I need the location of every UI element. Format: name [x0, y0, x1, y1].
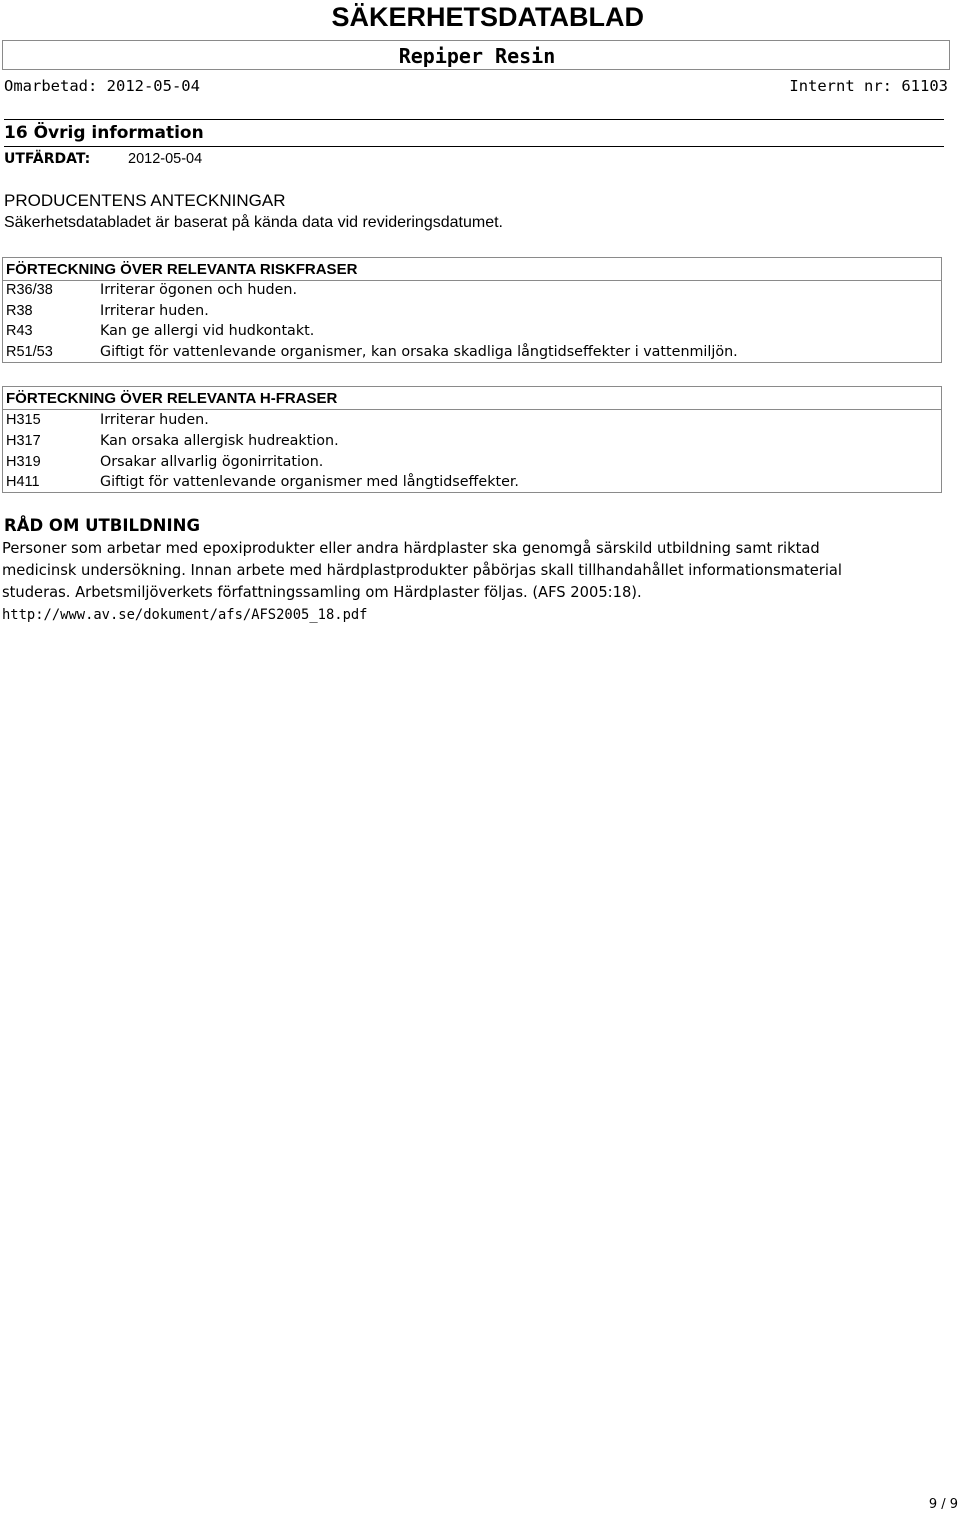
product-name: Repiper Resin: [398, 44, 556, 68]
h-phrase-row: [3, 431, 941, 452]
risk-phrase-text: Giftigt för vattenlevande organismer, kan orsaka skadliga långtidseffekter i vattenmiljön.: [100, 344, 738, 360]
h-phrase-text: Irriterar huden.: [100, 412, 209, 428]
risk-phrase-row: [3, 301, 941, 322]
section-top-rule: [4, 119, 944, 120]
section-bottom-rule: [4, 146, 944, 147]
page-number: 9 / 9: [928, 1497, 958, 1512]
h-phrases-title: FÖRTECKNING ÖVER RELEVANTA H-FRASER: [6, 390, 338, 407]
h-phrase-code: H411: [6, 474, 40, 490]
h-phrase-code: H317: [6, 433, 41, 449]
risk-phrase-row: [3, 280, 941, 301]
product-name-box: [2, 40, 950, 70]
risk-phrases-title: FÖRTECKNING ÖVER RELEVANTA RISKFRASER: [6, 261, 358, 278]
risk-phrase-row: [3, 321, 941, 342]
h-phrase-row: [3, 452, 941, 473]
risk-phrase-row: [3, 342, 941, 363]
section-heading: 16 Övrig information: [4, 123, 204, 143]
h-phrase-text: Kan orsaka allergisk hudreaktion.: [100, 433, 339, 449]
afs-document-link[interactable]: http://www.av.se/dokument/afs/AFS2005_18.pdf: [2, 607, 368, 623]
h-phrases-box: [2, 386, 942, 493]
producer-notes-text: Säkerhetsdatabladet är baserat på kända data vid revideringsdatumet.: [4, 214, 503, 231]
issued-label: UTFÄRDAT:: [4, 151, 91, 167]
revised-date: Omarbetad: 2012-05-04: [4, 77, 200, 95]
risk-phrase-text: Irriterar ögonen och huden.: [100, 282, 298, 298]
training-advice-heading: RÅD OM UTBILDNING: [4, 516, 200, 535]
h-phrase-text: Giftigt för vattenlevande organismer med långtidseffekter.: [100, 474, 519, 490]
risk-phrase-code: R43: [6, 323, 33, 339]
risk-phrase-text: Irriterar huden.: [100, 303, 209, 319]
risk-phrase-code: R51/53: [6, 344, 53, 360]
risk-phrase-text: Kan ge allergi vid hudkontakt.: [100, 323, 315, 339]
document-title: SÄKERHETSDATABLAD: [331, 2, 644, 32]
h-phrase-code: H319: [6, 454, 41, 470]
training-advice-line: studeras. Arbetsmiljöverkets författningssamling om Härdplaster följas. (AFS 2005:18).: [2, 584, 642, 601]
h-phrase-row: [3, 472, 941, 493]
h-phrase-row: [3, 410, 941, 431]
risk-phrase-code: R36/38: [6, 282, 53, 298]
risk-phrases-box: [2, 257, 942, 363]
training-advice-line: Personer som arbetar med epoxiprodukter eller andra härdplaster ska genomgå särskild utbildning samt riktad: [2, 540, 820, 557]
internal-number: Internt nr: 61103: [789, 77, 948, 95]
h-phrase-text: Orsakar allvarlig ögonirritation.: [100, 454, 324, 470]
h-phrase-code: H315: [6, 412, 41, 428]
producer-notes-heading: PRODUCENTENS ANTECKNINGAR: [4, 191, 286, 210]
issued-date: 2012-05-04: [128, 151, 203, 167]
training-advice-line: medicinsk undersökning. Innan arbete med härdplastprodukter påbörjas skall tillhandahållet informationsmaterial: [2, 562, 842, 579]
risk-phrase-code: R38: [6, 303, 33, 319]
